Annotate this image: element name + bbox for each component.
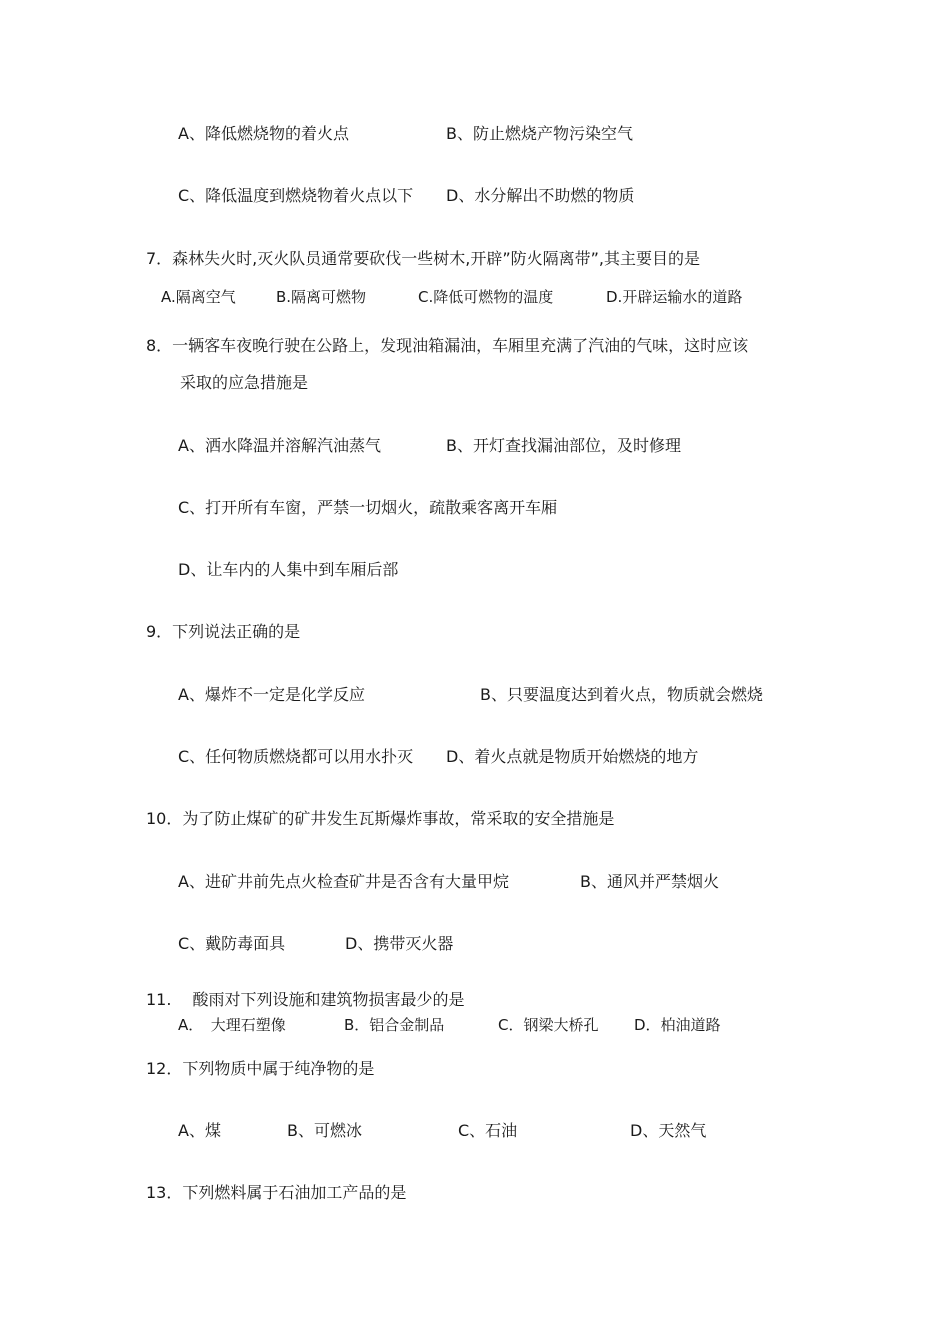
q12-option-a: A、煤 (178, 1121, 221, 1140)
q6-option-d: D、水分解出不助燃的物质 (446, 186, 635, 205)
q10-option-d: D、携带灭火器 (345, 934, 454, 953)
q10-option-b: B、通风并严禁烟火 (580, 872, 719, 891)
q10-option-c: C、戴防毒面具 (178, 934, 286, 953)
q11-option-a: A． 大理石塑像 (178, 1016, 286, 1034)
q9-option-a: A、爆炸不一定是化学反应 (178, 685, 365, 704)
q11-stem: 11. 酸雨对下列设施和建筑物损害最少的是 (146, 990, 465, 1009)
q12-option-d: D、天然气 (630, 1121, 707, 1140)
q10-option-a: A、进矿井前先点火检查矿井是否含有大量甲烷 (178, 872, 509, 891)
q7-option-b: B.隔离可燃物 (276, 288, 367, 306)
q9-stem: 9．下列说法正确的是 (146, 622, 301, 641)
q8-option-c: C、打开所有车窗，严禁一切烟火，疏散乘客离开车厢 (178, 498, 558, 517)
q7-option-a: A.隔离空气 (161, 288, 236, 306)
q10-stem: 10．为了防止煤矿的矿井发生瓦斯爆炸事故，常采取的安全措施是 (146, 809, 615, 828)
q11-option-b: B．铝合金制品 (344, 1016, 445, 1034)
q8-option-d: D、让车内的人集中到车厢后部 (178, 560, 399, 579)
q11-option-d: D．柏油道路 (634, 1016, 721, 1034)
q13-stem: 13．下列燃料属于石油加工产品的是 (146, 1183, 407, 1202)
q7-option-d: D.开辟运输水的道路 (606, 288, 743, 306)
q12-stem: 12．下列物质中属于纯净物的是 (146, 1059, 375, 1078)
q8-option-a: A、洒水降温并溶解汽油蒸气 (178, 436, 381, 455)
q12-option-b: B、可燃冰 (287, 1121, 362, 1140)
q11-option-c: C．钢梁大桥孔 (498, 1016, 599, 1034)
q6-option-a: A、降低燃烧物的着火点 (178, 124, 349, 143)
q8-stem-line2: 采取的应急措施是 (180, 373, 309, 392)
q6-option-b: B、防止燃烧产物污染空气 (446, 124, 633, 143)
q12-option-c: C、石油 (458, 1121, 518, 1140)
q8-option-b: B、开灯查找漏油部位，及时修理 (446, 436, 681, 455)
q8-stem-line1: 8．一辆客车夜晚行驶在公路上，发现油箱漏油，车厢里充满了汽油的气味，这时应该 (146, 336, 749, 355)
q9-option-b: B、只要温度达到着火点，物质就会燃烧 (480, 685, 763, 704)
q9-option-c: C、任何物质燃烧都可以用水扑灭 (178, 747, 414, 766)
q7-option-c: C.降低可燃物的温度 (418, 288, 554, 306)
q6-option-c: C、降低温度到燃烧物着火点以下 (178, 186, 414, 205)
q7-stem: 7．森林失火时,灭火队员通常要砍伐一些树木,开辟”防火隔离带”,其主要目的是 (146, 249, 701, 268)
q9-option-d: D、着火点就是物质开始燃烧的地方 (446, 747, 699, 766)
